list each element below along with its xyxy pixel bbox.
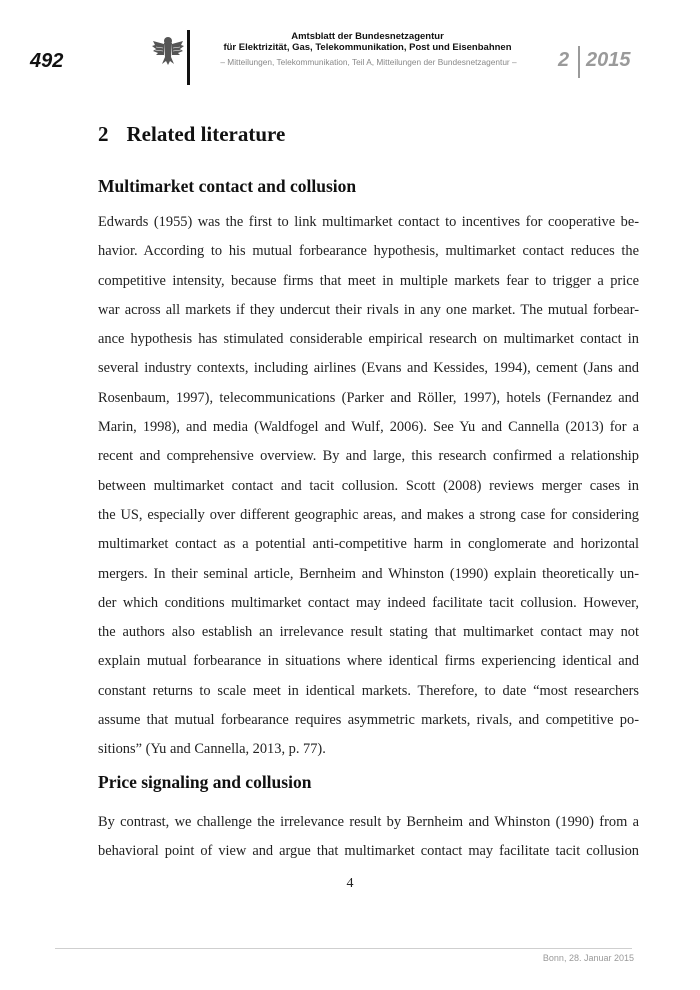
publication-title-line1: Amtsblatt der Bundesnetzagentur bbox=[291, 31, 444, 42]
text-line: assume that mutual forbearance requires asymmetric markets, rivals, and competitive po- bbox=[98, 712, 639, 729]
federal-eagle-icon bbox=[150, 33, 186, 69]
issue-divider bbox=[578, 46, 580, 78]
text-line: war across all markets if they undercut their rivals in any one market. The mutual forbear- bbox=[98, 301, 639, 318]
publication-title bbox=[200, 31, 535, 53]
text-line: constant returns to scale meet in identical markets. Therefore, to date “most researchers bbox=[98, 682, 639, 699]
page-number: 492 bbox=[30, 50, 64, 72]
text-line: By contrast, we challenge the irrelevance result by Bernheim and Whinston (1990) from a bbox=[98, 814, 639, 830]
text-line: ance hypothesis has stimulated considerable empirical research on multimarket contact in bbox=[98, 331, 639, 348]
text-line: explain mutual forbearance in situations where identical firms experiencing identical and bbox=[98, 653, 639, 670]
text-line: sitions” (Yu and Cannella, 2013, p. 77). bbox=[98, 741, 326, 758]
text-line: mergers. In their seminal article, Bernheim and Whinston (1990) explain theoretically un- bbox=[98, 565, 639, 582]
footer-date: Bonn, 28. Januar 2015 bbox=[542, 953, 634, 963]
text-line: the authors also establish an irrelevance result stating that multimarket contact may not bbox=[98, 624, 639, 641]
issue-number: 2 bbox=[558, 49, 570, 71]
section-title: Related literature bbox=[126, 122, 286, 146]
text-line: der which conditions multimarket contact may indeed facilitate tacit collusion. However, bbox=[98, 594, 639, 611]
section-number: 2 bbox=[98, 122, 109, 146]
paragraph-price-signaling bbox=[98, 808, 639, 867]
header-divider bbox=[187, 30, 190, 85]
text-line: Marin, 1998), and media (Waldfogel and Wulf, 2006). See Yu and Cannella (2013) for a bbox=[98, 419, 639, 436]
text-line: behavioral point of view and argue that multimarket contact may facilitate tacit collusion bbox=[98, 843, 639, 860]
paragraph-multimarket bbox=[98, 208, 639, 765]
text-line: recent and comprehensive overview. By and large, this research confirmed a relationship bbox=[98, 448, 639, 465]
text-line: multimarket contact as a potential anti-competitive harm in conglomerate and horizontal bbox=[98, 536, 639, 553]
inner-page-number: 4 bbox=[346, 876, 354, 891]
publication-subtitle: – Mitteilungen, Telekommunikation, Teil A, Mitteilungen der Bundesnetzagentur – bbox=[220, 57, 517, 67]
issue-year: 2015 bbox=[586, 49, 631, 71]
subsection-heading-multimarket: Multimarket contact and collusion bbox=[98, 176, 357, 196]
text-line: several industry contexts, including airlines (Evans and Kessides, 1994), cement (Jans and bbox=[98, 360, 639, 377]
text-line: havior. According to his mutual forbearance hypothesis, multimarket contact reduces the bbox=[98, 243, 639, 260]
publication-title-line2: für Elektrizität, Gas, Telekommunikation, Post und Eisenbahnen bbox=[223, 42, 512, 53]
text-line: competitive intensity, because firms that meet in multiple markets fear to trigger a price bbox=[98, 272, 639, 289]
text-line: Edwards (1955) was the first to link multimarket contact to incentives for cooperative be- bbox=[98, 214, 639, 230]
footer-divider bbox=[55, 948, 632, 949]
text-line: the US, especially over different geographic areas, and makes a strong case for considering bbox=[98, 506, 639, 523]
section-heading bbox=[98, 122, 285, 147]
subsection-heading-price-signaling: Price signaling and collusion bbox=[98, 772, 312, 792]
text-line: Rosenbaum, 1997), telecommunications (Parker and Röller, 1997), hotels (Fernandez and bbox=[98, 389, 639, 406]
text-line: between multimarket contact and tacit collusion. Scott (2008) reviews merger cases in bbox=[98, 477, 639, 494]
